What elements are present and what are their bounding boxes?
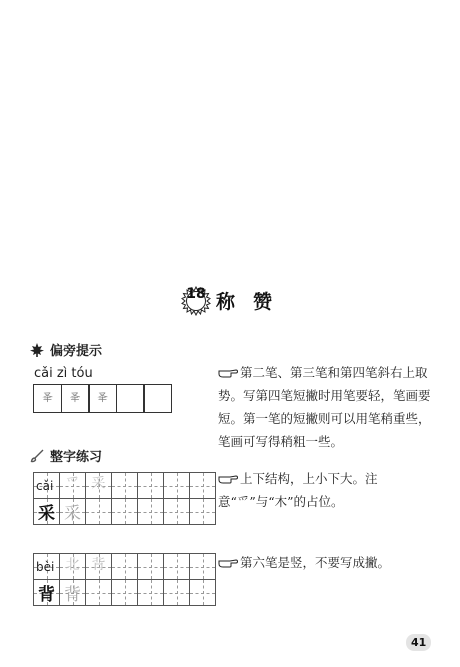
pointing-hand-icon bbox=[218, 557, 238, 568]
radical-note bbox=[218, 361, 438, 453]
radical-heading bbox=[30, 340, 102, 359]
blank-cell bbox=[111, 553, 138, 580]
trace-cell bbox=[59, 579, 86, 606]
pinyin-cell bbox=[33, 472, 60, 499]
radical-demo-mark: 𠬤 bbox=[69, 391, 81, 404]
maple-leaf-icon bbox=[30, 343, 44, 357]
trace-cell bbox=[59, 498, 86, 525]
blank-cell bbox=[111, 472, 138, 499]
lesson-number-badge bbox=[181, 286, 211, 316]
trace-cell bbox=[85, 553, 112, 580]
trace-char: 背 bbox=[64, 585, 81, 605]
blank-cell bbox=[163, 498, 190, 525]
blank-cell bbox=[111, 498, 138, 525]
lesson-number: 18 bbox=[186, 286, 206, 302]
stroke-step: 采 bbox=[91, 476, 106, 492]
radical-blank-box bbox=[143, 384, 172, 413]
radical-demo-mark: 𠬤 bbox=[42, 391, 53, 404]
radical-demo-mark: 𠬤 bbox=[97, 391, 108, 404]
blank-cell bbox=[137, 553, 164, 580]
radical-practice-row bbox=[33, 384, 171, 413]
stroke-step: 爫 bbox=[65, 476, 80, 492]
char-note-1 bbox=[218, 467, 438, 513]
grid-row bbox=[33, 579, 215, 606]
blank-cell bbox=[85, 579, 112, 606]
trace-cell bbox=[85, 472, 112, 499]
blank-cell bbox=[163, 472, 190, 499]
stroke-step: 背 bbox=[91, 557, 106, 573]
char-practice-grid-2 bbox=[33, 553, 215, 606]
radical-heading-label: 偏旁提示 bbox=[50, 344, 103, 359]
blank-cell bbox=[189, 553, 216, 580]
blank-cell bbox=[163, 579, 190, 606]
radical-pinyin: cǎi zì tóu bbox=[34, 366, 93, 381]
char-note-2 bbox=[218, 551, 438, 574]
model-cell bbox=[33, 579, 60, 606]
radical-note-text: 第二笔、第三笔和第四笔斜右上取势。写第四笔短撇时用笔要轻，笔画要短。第一笔的短撇则可以用笔稍重些，笔画可写得稍粗一些。 bbox=[218, 365, 431, 449]
blank-cell bbox=[111, 579, 138, 606]
grid-row bbox=[33, 553, 215, 580]
char-note-2-text: 第六笔是竖，不要写成撇。 bbox=[240, 555, 391, 570]
grid-row bbox=[33, 472, 215, 499]
blank-cell bbox=[85, 498, 112, 525]
pointing-hand-icon bbox=[218, 367, 238, 378]
blank-cell bbox=[189, 579, 216, 606]
pinyin-cell bbox=[33, 553, 60, 580]
blank-cell bbox=[137, 498, 164, 525]
radical-demo-box bbox=[33, 384, 62, 413]
trace-cell bbox=[59, 553, 86, 580]
model-cell bbox=[33, 498, 60, 525]
char-practice-grid-1 bbox=[33, 472, 215, 525]
page-number: 41 bbox=[406, 634, 431, 651]
blank-cell bbox=[189, 498, 216, 525]
char-note-1-text: 上下结构，上小下大。注意“爫”与“木”的占位。 bbox=[218, 471, 378, 509]
practice-heading bbox=[30, 446, 102, 465]
blank-cell bbox=[189, 472, 216, 499]
blank-cell bbox=[137, 579, 164, 606]
model-char: 背 bbox=[38, 585, 55, 605]
blank-cell bbox=[137, 472, 164, 499]
radical-demo-box bbox=[61, 384, 90, 413]
trace-char: 采 bbox=[64, 504, 81, 524]
stroke-step: 北 bbox=[65, 557, 80, 573]
pointing-hand-icon bbox=[218, 473, 238, 484]
radical-demo-box bbox=[88, 384, 117, 413]
model-char: 采 bbox=[38, 504, 55, 524]
char-pinyin: bèi bbox=[36, 560, 55, 574]
brush-icon bbox=[30, 449, 44, 463]
char-pinyin: cǎi bbox=[36, 479, 54, 493]
practice-heading-label: 整字练习 bbox=[50, 450, 103, 465]
blank-cell bbox=[163, 553, 190, 580]
radical-blank-box bbox=[116, 384, 145, 413]
grid-row bbox=[33, 498, 215, 525]
lesson-title: 称赞 bbox=[216, 291, 291, 313]
trace-cell bbox=[59, 472, 86, 499]
